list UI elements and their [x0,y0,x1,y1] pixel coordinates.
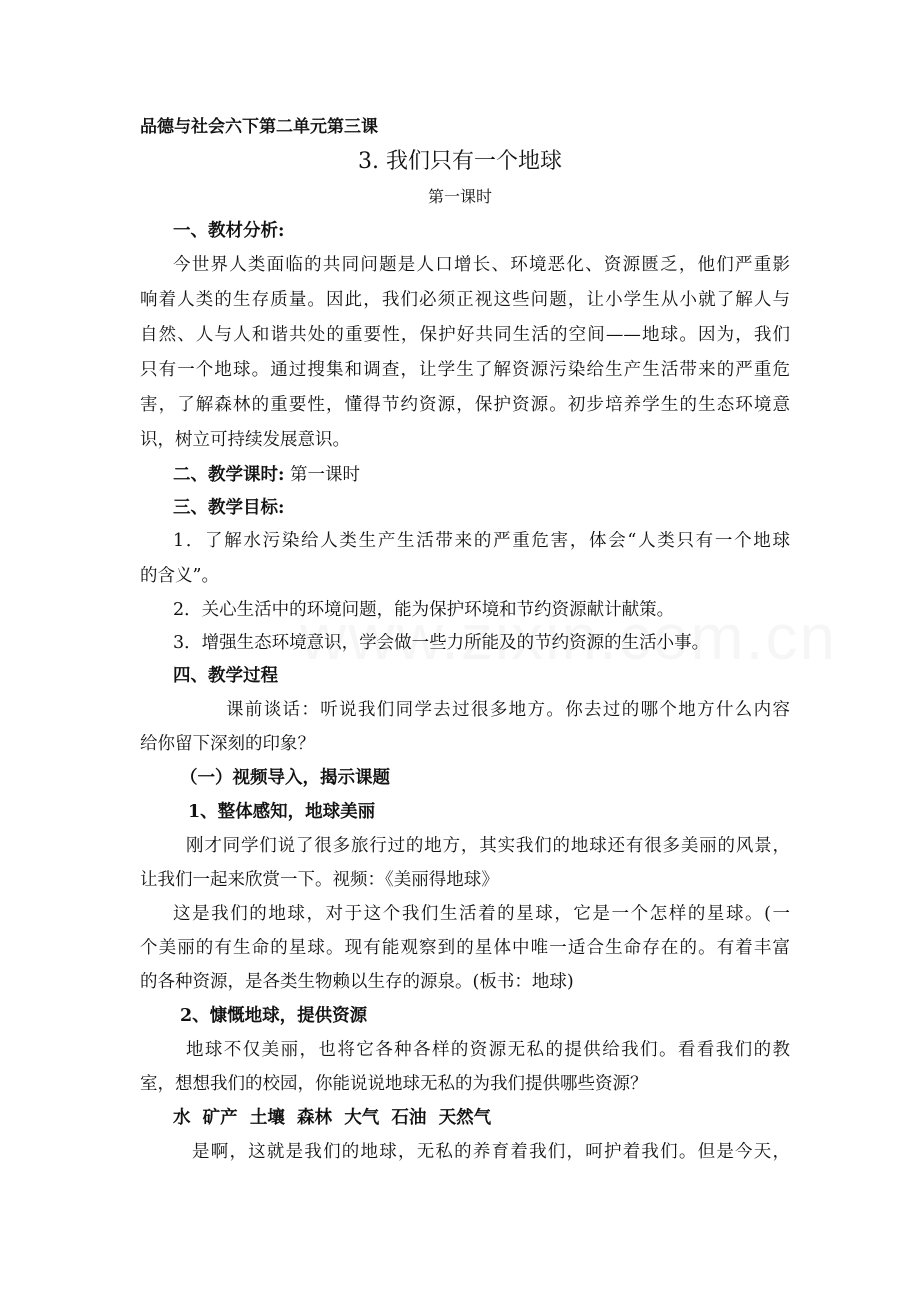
paragraph-line: 让我们一起来欣赏一下。视频：《美丽得地球》 [140,870,499,890]
paragraph-line: 个美丽的有生命的星球。现有能观察到的星体中唯一适合生命存在的。有着丰富 [140,938,790,958]
paragraph-line: 识，树立可持续发展意识。 [140,430,350,450]
paragraph-line: 室，想想我们的校园，你能说说地球无私的为我们提供哪些资源？ [140,1074,648,1094]
paragraph-line: 害，了解森林的重要性，懂得节约资源，保护资源。初步培养学生的生态环境意 [140,395,790,415]
section-2 [173,464,790,488]
page-subtitle: 第一课时 [427,187,492,206]
step-1-heading: 1、整体感知，地球美丽 [188,802,376,822]
paragraph-line: 的各种资源，是各类生物赖以生存的源泉。(板书：地球) [140,972,574,992]
section-3-heading: 三、教学目标: [173,498,285,518]
objective-item: 2．关心生活中的环境问题，能为保护环境和节约资源献计献策。 [173,600,675,620]
step-2-heading: 2、慷慨地球，提供资源 [180,1006,368,1026]
section-4-heading: 四、教学过程 [173,666,278,686]
paragraph-line: 只有一个地球。通过搜集和调查，让学生了解资源污染给生产生活带来的严重危 [140,360,790,380]
paragraph-line: 自然、人与人和谐共处的重要性，保护好共同生活的空间——地球。因为，我们 [140,325,790,345]
objective-item: 的含义”。 [140,566,219,586]
paragraph-line: 响着人类的生存质量。因此，我们必须正视这些问题，让小学生从小就了解人与 [140,290,790,310]
resources-list: 水 矿产 土壤 森林 大气 石油 天然气 [173,1108,492,1128]
objective-item: 1．了解水污染给人类生产生活带来的严重危害，体会“人类只有一个地球 [173,531,790,551]
document-header: 品德与社会六下第二单元第三课 [140,117,378,137]
paragraph-line: 地球不仅美丽，也将它各种各样的资源无私的提供给我们。看看我们的教 [186,1040,790,1060]
section-2-value: 第一课时 [290,465,361,485]
paragraph-line: 这是我们的地球，对于这个我们生活着的星球，它是一个怎样的星球。(一 [173,904,790,924]
page-title: 3. 我们只有一个地球 [358,149,562,174]
section-1-heading: 一、教材分析: [173,221,285,241]
objective-item: 3．增强生态环境意识，学会做一些力所能及的节约资源的生活小事。 [173,633,710,653]
part-1-heading: （一）视频导入，揭示课题 [180,768,390,788]
paragraph-line: 课前谈话：听说我们同学去过很多地方。你去过的哪个地方什么内容 [226,700,790,720]
paragraph-line: 今世界人类面临的共同问题是人口增长、环境恶化、资源匮乏，他们严重影 [173,255,790,275]
paragraph-line: 是啊，这就是我们的地球，无私的养育着我们，呵护着我们。但是今天， [192,1142,790,1162]
paragraph-line: 刚才同学们说了很多旅行过的地方，其实我们的地球还有很多美丽的风景， [186,836,790,856]
section-2-heading: 二、教学课时: [173,465,285,485]
paragraph-line: 给你留下深刻的印象？ [140,734,315,754]
